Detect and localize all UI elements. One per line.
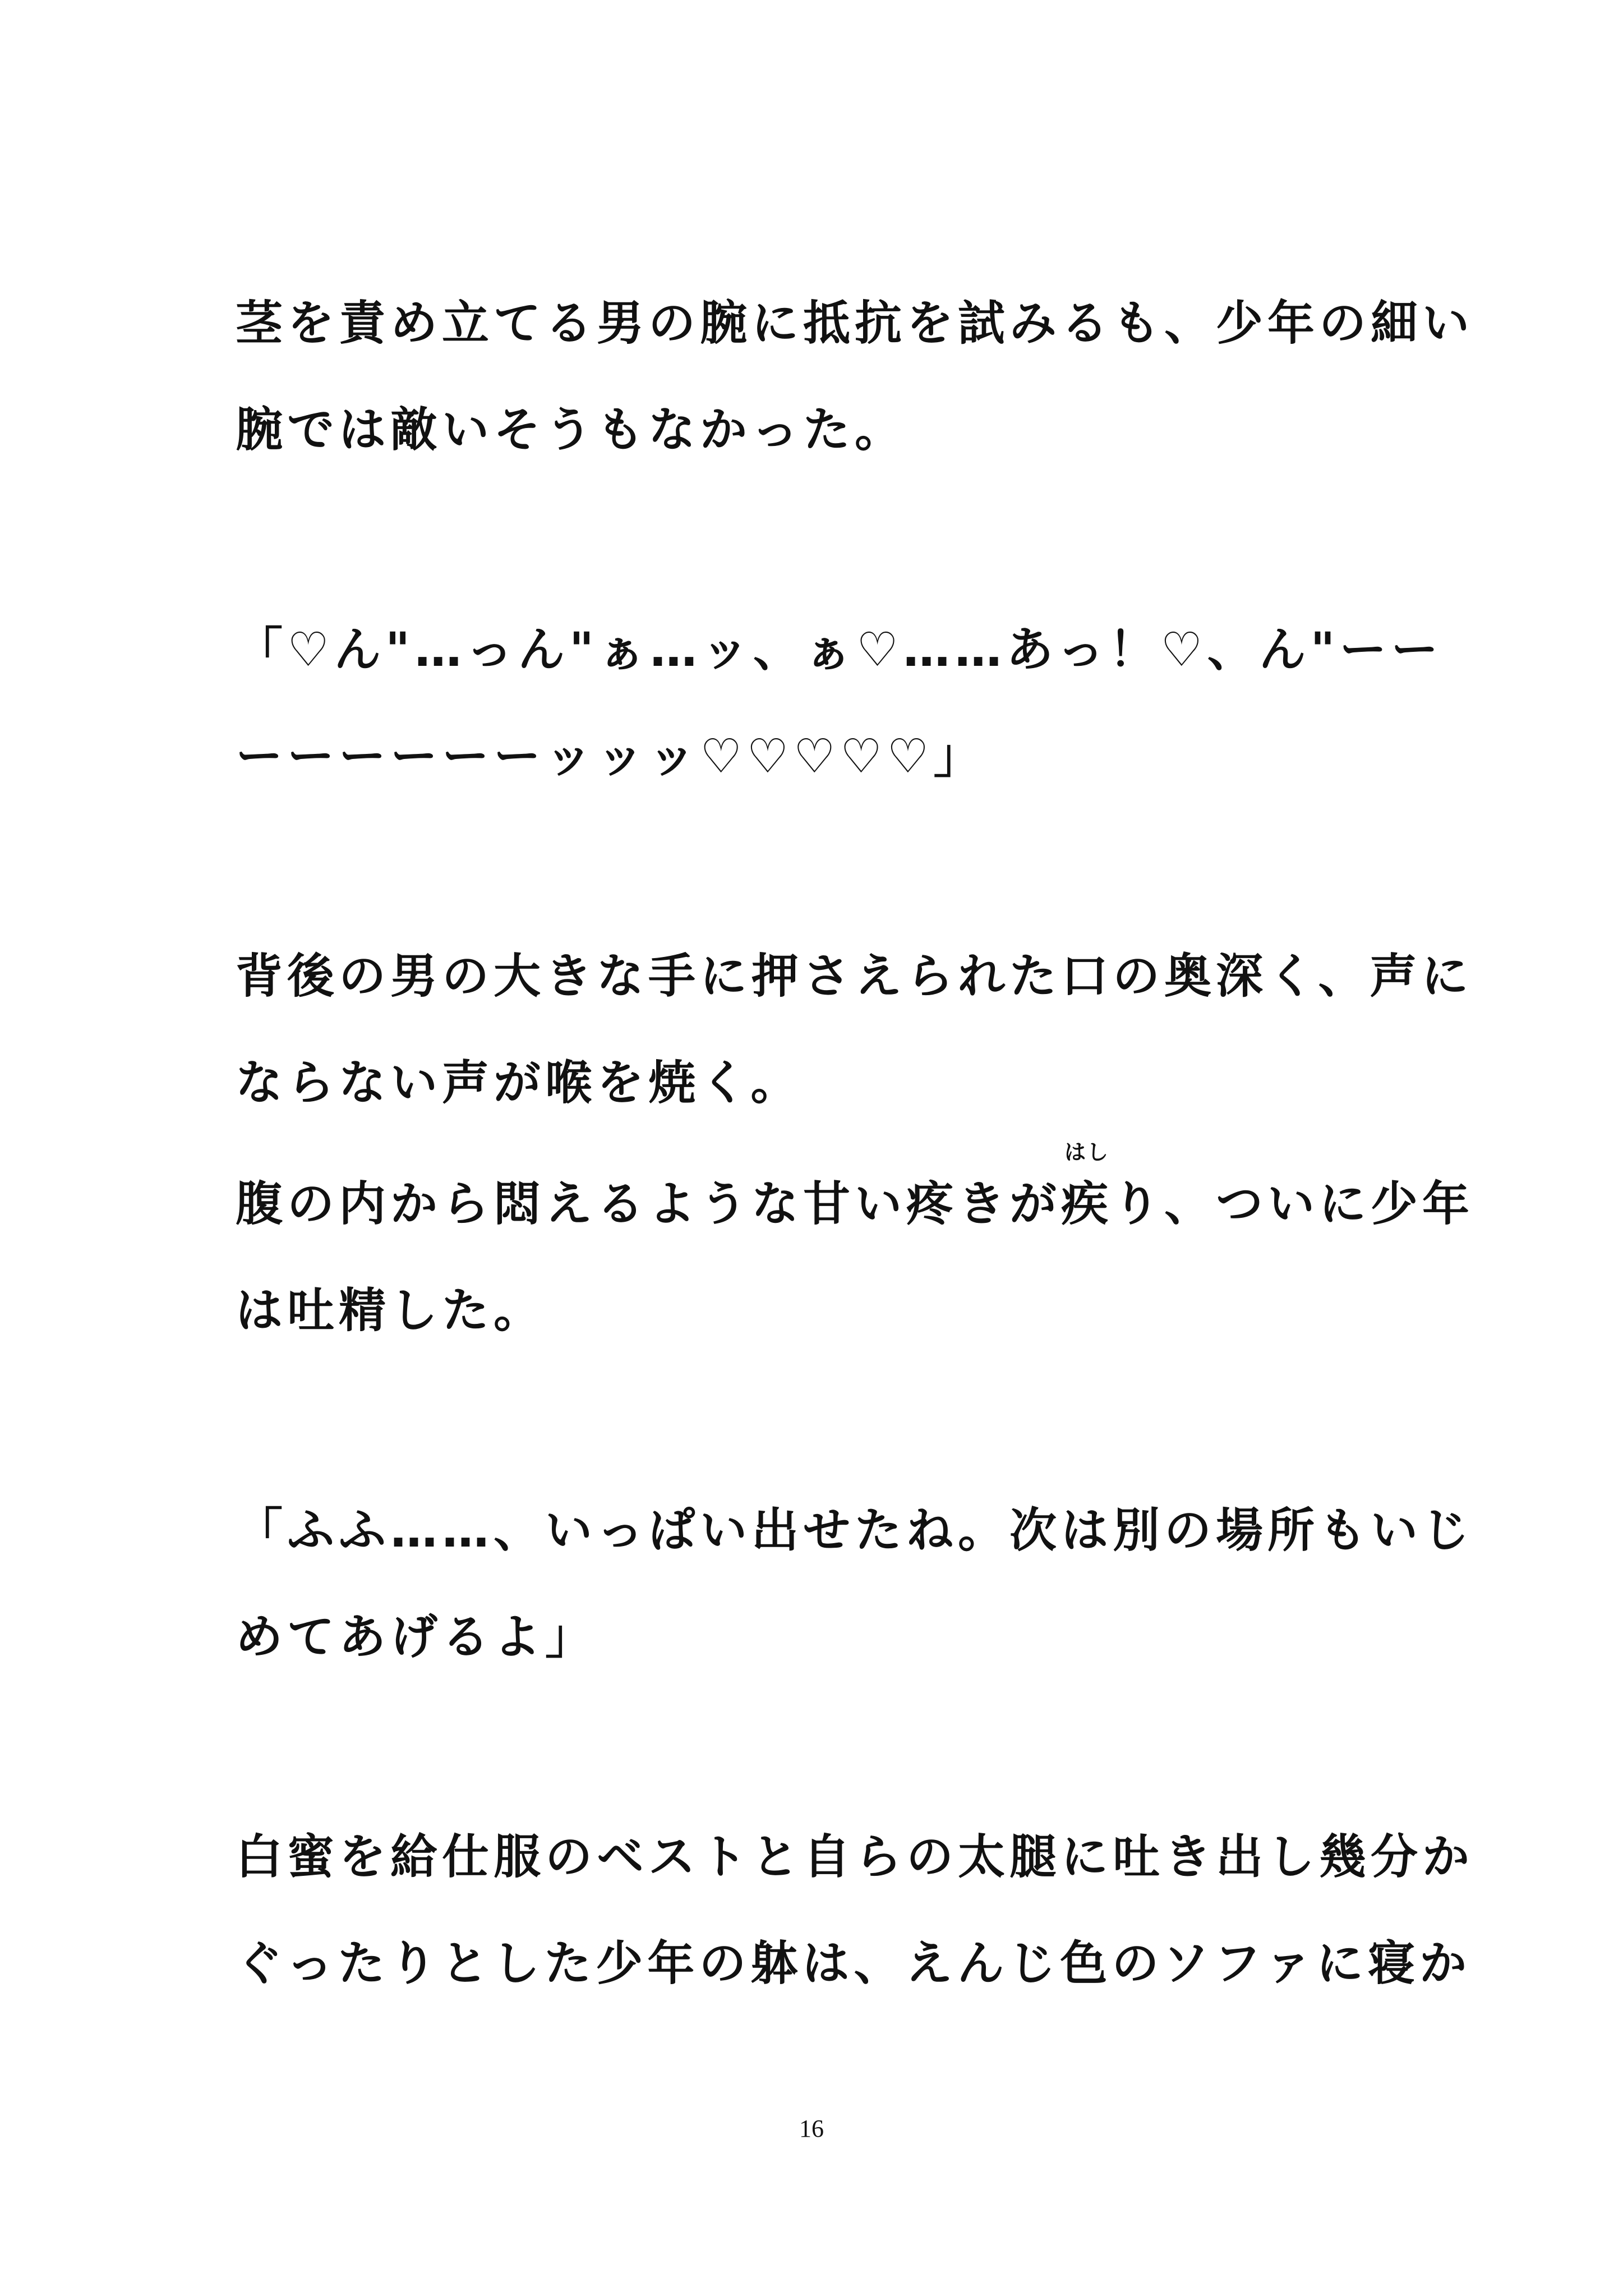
text-line: は吐精した。 <box>236 1283 546 1338</box>
dialogue-line: めてあげるよ」 <box>236 1609 597 1664</box>
text-line-with-ruby <box>236 1140 1474 1237</box>
ruby-annotation <box>1061 1140 1113 1237</box>
text-segment: り、ついに少年 <box>1113 1176 1474 1231</box>
dialogue-line: 「♡ん"…っん"ぁ…ッ、ぁ♡……あっ！♡、ん"ーー <box>236 622 1443 677</box>
dialogue-line: ーーーーーーッッッ♡♡♡♡♡」 <box>236 729 985 784</box>
text-segment: 腹の内から悶えるような甘い疼きが <box>236 1176 1062 1231</box>
text-line: 腕では敵いそうもなかった。 <box>236 402 907 457</box>
dialogue-line: 「ふふ……、いっぱい出せたね。次は別の場所もいじ <box>236 1503 1474 1558</box>
ruby-reading: はし <box>1064 1140 1110 1165</box>
text-line: 背後の男の大きな手に押さえられた口の奥深く、声に <box>236 949 1473 1004</box>
text-line: ぐったりとした少年の躰は、えんじ色のソファに寝か <box>236 1936 1471 1991</box>
text-line: 白蜜を給仕服のベストと自らの太腿に吐き出し幾分か <box>236 1829 1474 1884</box>
page-number: 16 <box>799 2115 824 2142</box>
text-line: ならない声が喉を焼く。 <box>236 1055 803 1110</box>
text-line: 茎を責め立てる男の腕に抵抗を試みるも、少年の細い <box>236 296 1474 351</box>
ruby-base: 疾 <box>1061 1176 1113 1231</box>
